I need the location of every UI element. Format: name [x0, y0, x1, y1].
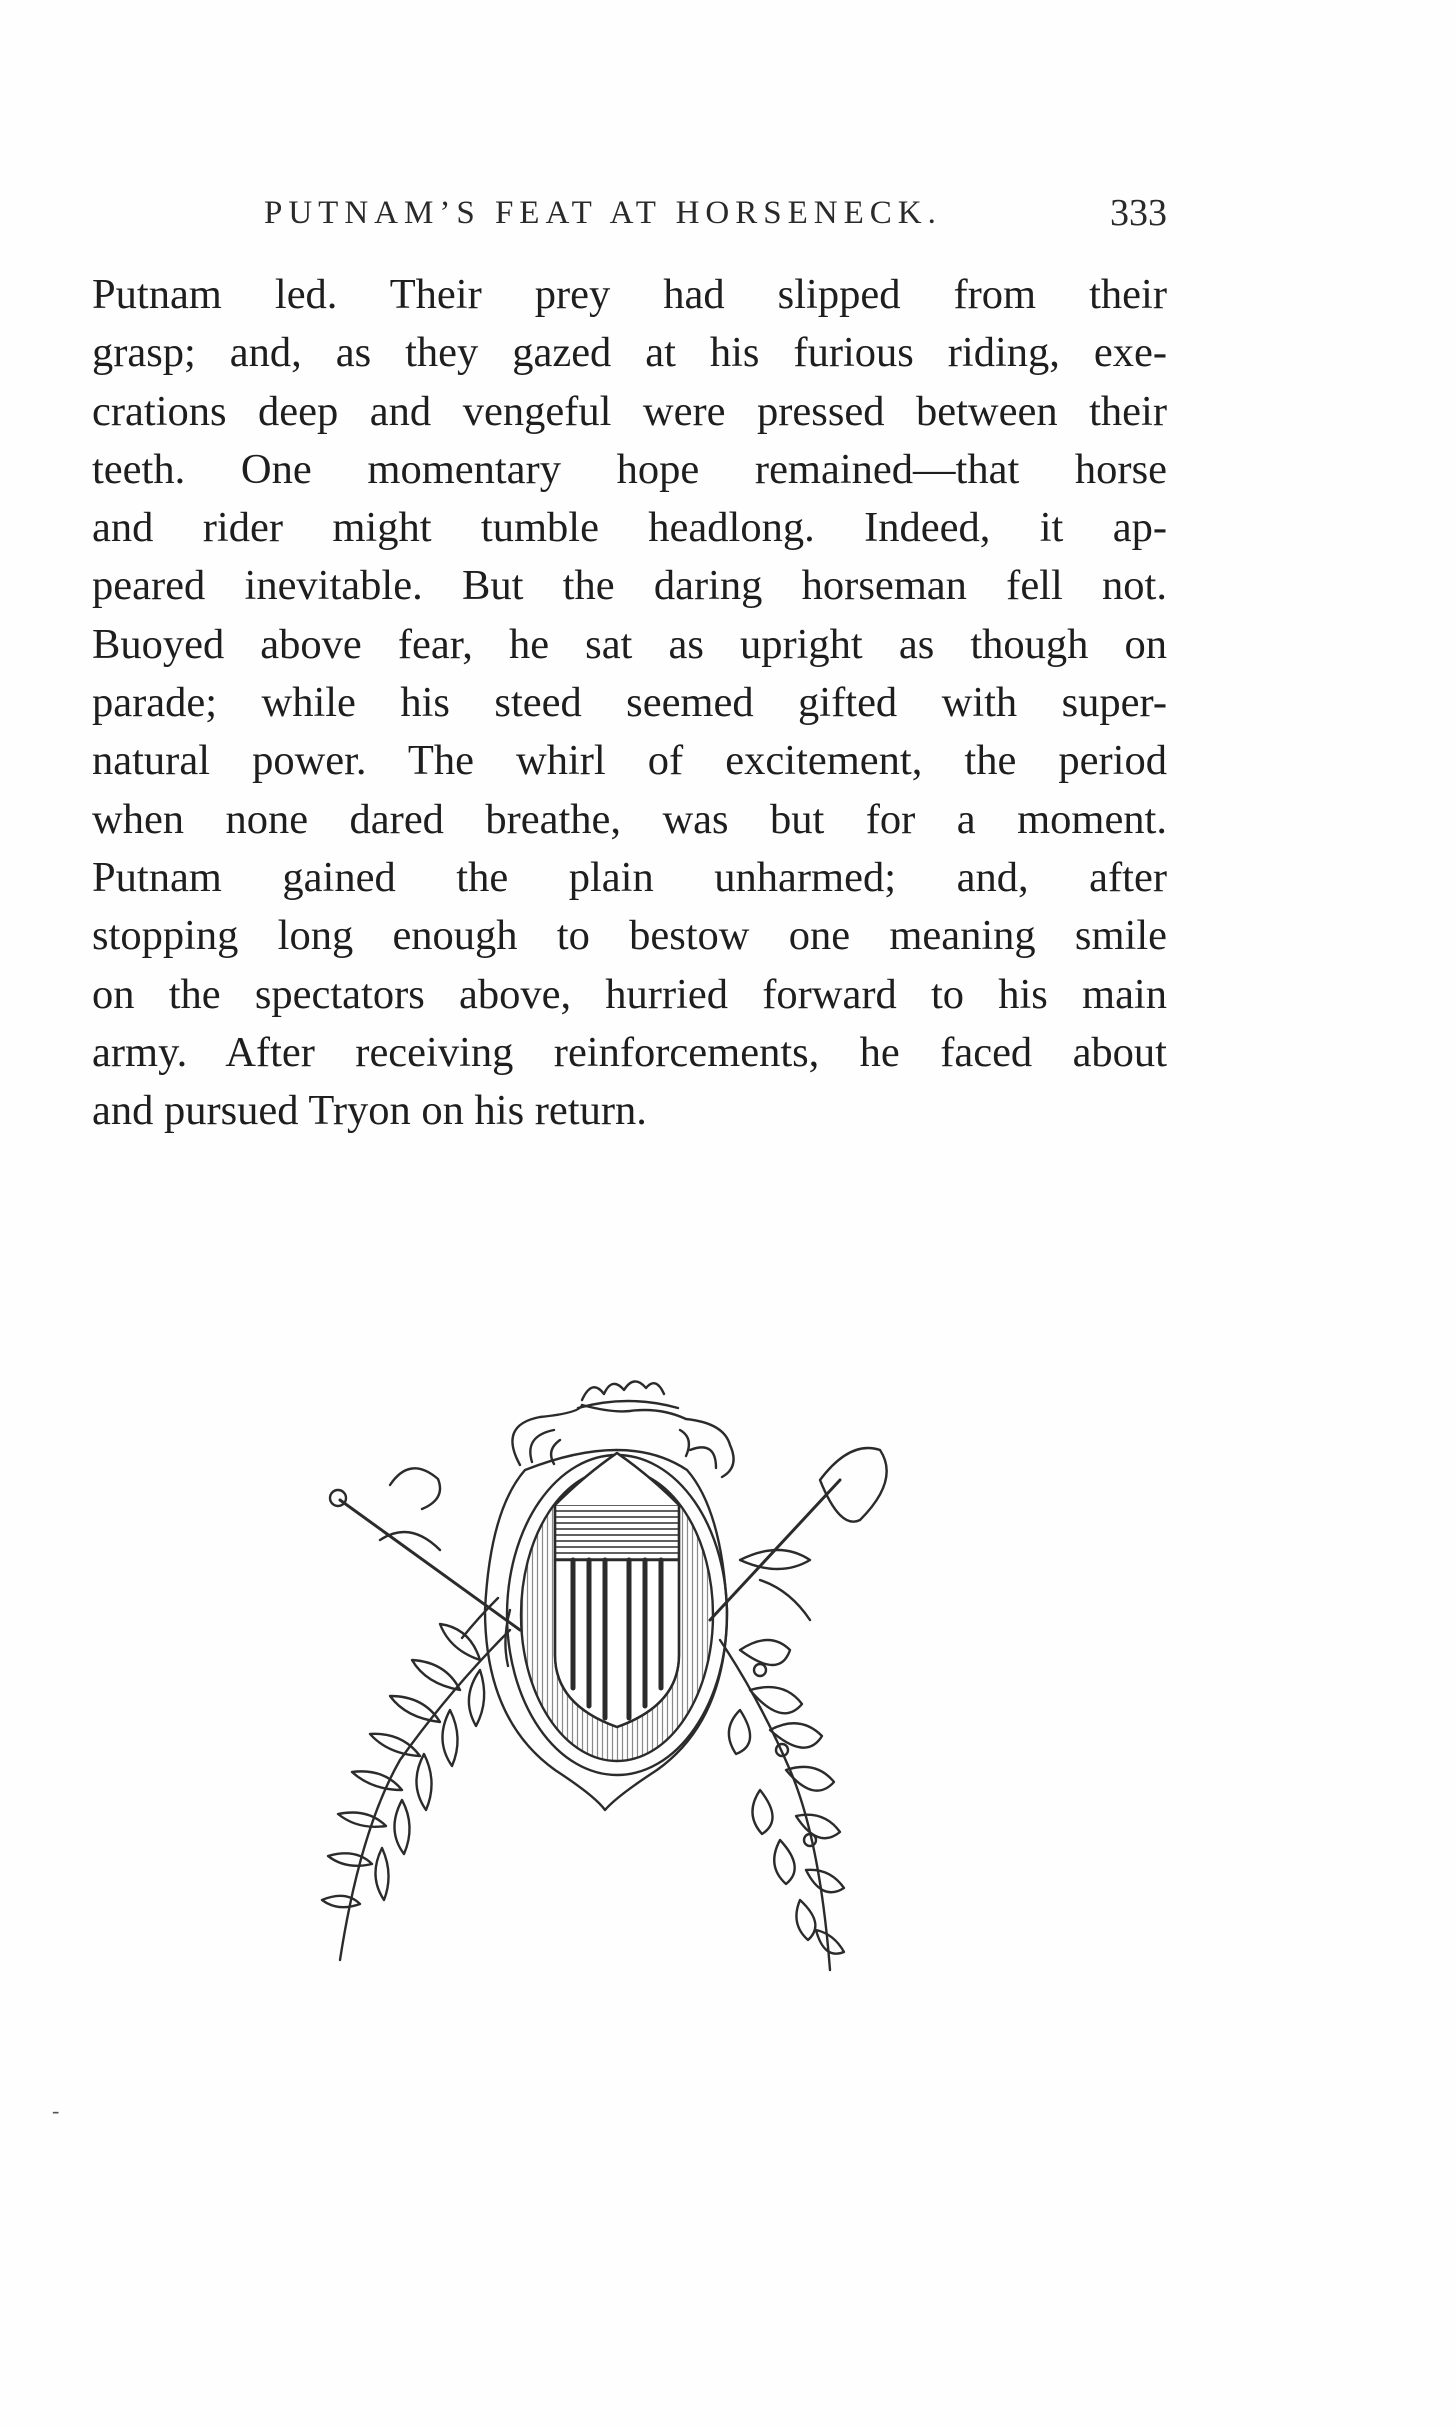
text-line: teeth. One momentary hope remained—that horse — [92, 445, 1167, 493]
running-title: PUTNAM’S FEAT AT HORSENECK. — [264, 195, 942, 231]
text-line: when none dared breathe, was but for a moment. — [92, 795, 1167, 843]
text-line: on the spectators above, hurried forward to his main — [92, 970, 1167, 1018]
text-line: Buoyed above fear, he sat as upright as though on — [92, 620, 1167, 668]
print-speck: ‑ — [52, 2098, 60, 2123]
shield-crest-ornament-icon — [320, 1370, 930, 1990]
page-number: 333 — [1110, 192, 1167, 234]
text-line: army. After receiving reinforcements, he faced about — [92, 1028, 1167, 1076]
text-line: natural power. The whirl of excitement, the period — [92, 737, 1167, 785]
body-paragraph — [92, 266, 1167, 1140]
running-head — [92, 192, 1167, 245]
text-line: crations deep and vengeful were pressed between their — [92, 387, 1167, 435]
text-line: Putnam gained the plain unharmed; and, after — [92, 853, 1167, 901]
text-line: parade; while his steed seemed gifted with super- — [92, 679, 1167, 727]
text-line: stopping long enough to bestow one meaning smile — [92, 912, 1167, 960]
text-line: peared inevitable. But the daring horseman fell not. — [92, 562, 1167, 610]
text-line: and pursued Tryon on his return. — [92, 1087, 647, 1135]
text-line: Putnam led. Their prey had slipped from their — [92, 271, 1167, 318]
text-line: grasp; and, as they gazed at his furious riding, exe- — [92, 329, 1167, 377]
text-line: and rider might tumble headlong. Indeed, it ap- — [92, 504, 1167, 552]
